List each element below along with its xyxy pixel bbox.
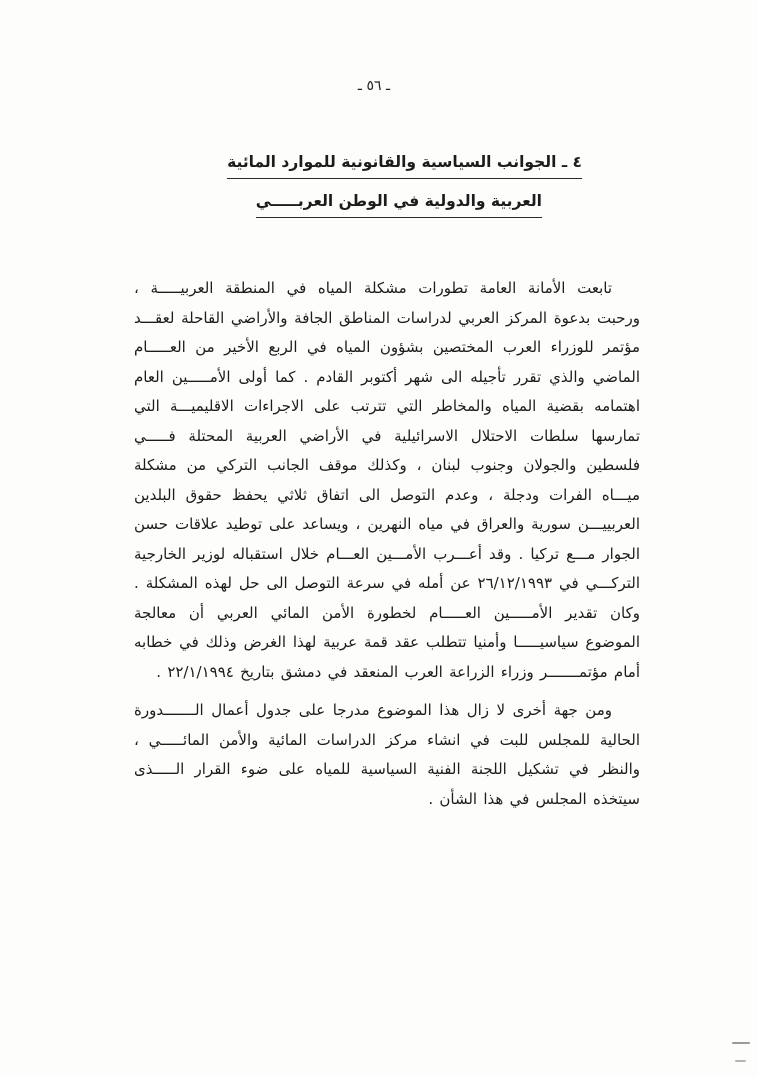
section-heading xyxy=(134,152,582,230)
paragraph-1: تابعت الأمانة العامة تطورات مشكلة المياه في المنطقة العربيـــــة ، ورحبت بدعوة المركز العربي لدراسات المناطق الجافة والأراضي القاحلة لعقـــد مؤتمر للوزراء العرب المختصين بشؤون المياه في الربع الأخير من العـــــام الماضي والذي تقرر تأجيله الى شهر أكتوبر القادم . كما أولى الأمـــــين العام اهتمامه بقضية المياه والمخاطر التي تترتب على الاجراءات الاقليميـــة التي تمارسها سلطات الاحتلال الاسرائيلية في الأراضي العربية المحتلة فـــــي فلسطين والجولان وجنوب لبنان ، وكذلك موقف الجانب التركي من مشكلة ميـــاه الفرات ودجلة ، وعدم التوصل الى اتفاق ثلاثي يحفظ حقوق البلدين العربييـــن سورية والعراق في مياه النهرين ، ويساعد على توطيد علاقات حسن الجوار مـــع تركيا . وقد أعـــرب الأمـــين العـــام خلال استقباله لوزير الخارجية التركـــي في ٢٦/١٢/١٩٩٣ عن أمله في سرعة التوصل الى حل لهذه المشكلة . وكان تقدير الأمـــــين العـــــام لخطورة الأمن المائي العربي أن معالجة الموضوع سياسيـــــا وأمنيا تتطلب عقد قمة عربية لهذا الغرض وذلك في خطابه أمام مؤتمـــــــر وزراء الزراعة العرب المنعقد في دمشق بتاريخ ٢٢/١/١٩٩٤ . xyxy=(134,279,640,681)
section-heading-line-2: العربية والدولية في الوطن العربـــــي xyxy=(256,191,542,218)
paragraph-2: ومن جهة أخرى لا زال هذا الموضوع مدرجا على جدول أعمال الـــــــدورة الحالية للمجلس للبت في انشاء مركز الدراسات المائية والأمن المائـــــي ، والنظر في تشكيل اللجنة الفنية السياسية للمياه على ضوء القرار الـــــذى سيتخذه المجلس في هذا الشأن . xyxy=(134,701,640,808)
section-heading-line-1: ٤ ـ الجوانب السياسية والقانونية للموارد المائية xyxy=(227,152,582,179)
page-number: ـ ٥٦ ـ xyxy=(357,78,391,94)
scan-artifact xyxy=(732,1042,750,1044)
document-body xyxy=(134,152,640,823)
scan-artifact xyxy=(735,1060,746,1062)
